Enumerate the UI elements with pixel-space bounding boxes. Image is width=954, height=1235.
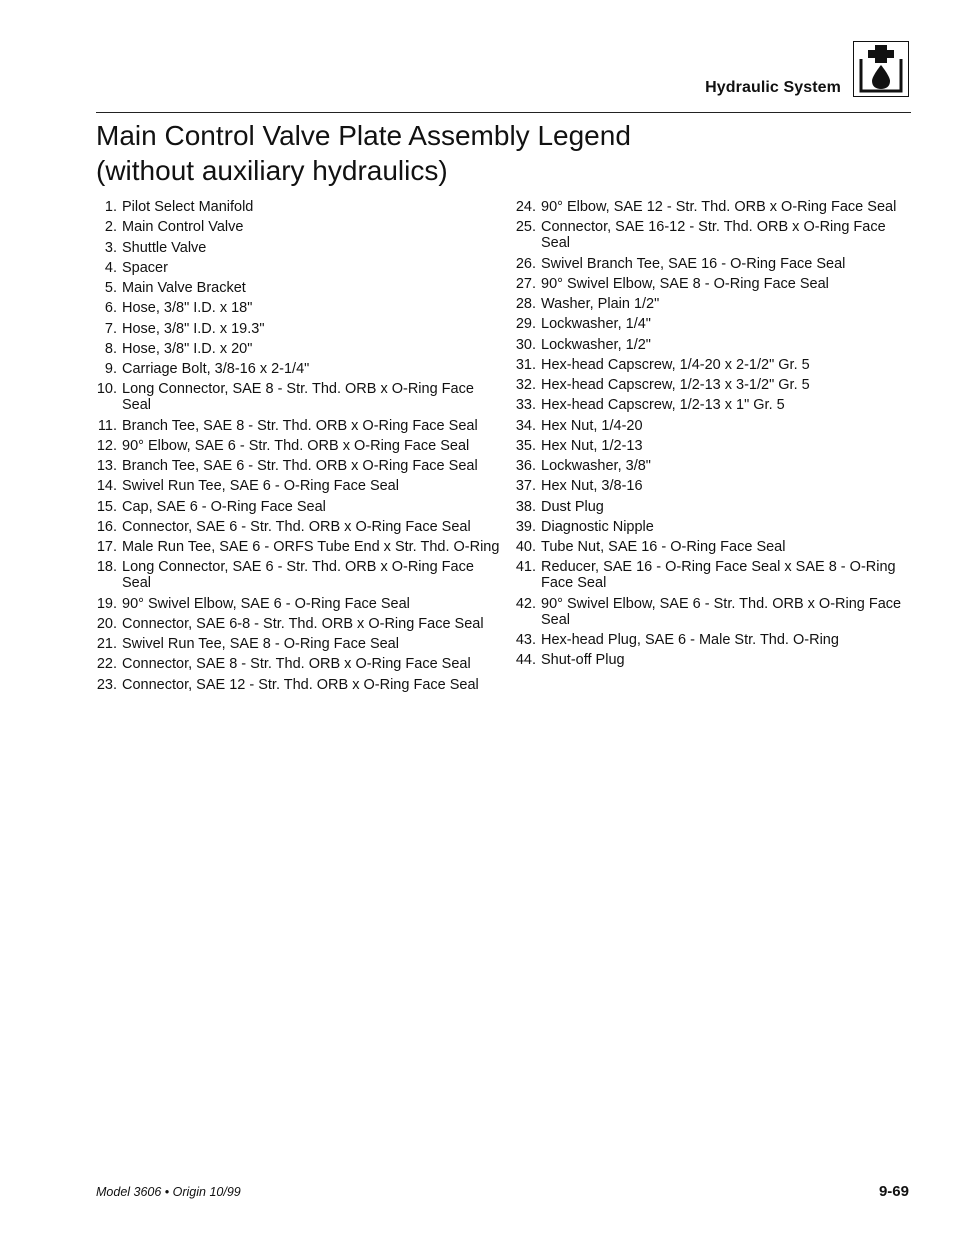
- legend-item-text: Carriage Bolt, 3/8-16 x 2-1/4": [122, 361, 310, 377]
- legend-item-text: Hose, 3/8" I.D. x 18": [122, 300, 253, 317]
- legend-item-number: 3.: [104, 239, 117, 256]
- legend-item: [96, 321, 501, 337]
- legend-item: [96, 656, 501, 672]
- legend-item-number: 2.: [104, 219, 117, 236]
- page-number: 9-69: [878, 1183, 909, 1200]
- legend-item-number: 41.: [515, 559, 536, 576]
- legend-item-text: Hex-head Capscrew, 1/4-20 x 2-1/2" Gr. 5: [541, 356, 810, 373]
- legend-item-number: 16.: [96, 518, 117, 535]
- legend-item: [96, 519, 501, 535]
- legend-item-text: Cap, SAE 6 - O-Ring Face Seal: [122, 498, 326, 515]
- legend-item: [96, 199, 501, 215]
- legend-item-number: 32.: [515, 377, 536, 393]
- legend-item-number: 38.: [515, 498, 536, 515]
- legend-item-number: 33.: [515, 397, 536, 414]
- legend-item-number: 14.: [96, 478, 117, 495]
- legend-item-number: 12.: [96, 437, 117, 454]
- legend-item-number: 31.: [515, 356, 536, 373]
- header-section-title: Hydraulic System: [705, 79, 841, 96]
- legend-item-text: Diagnostic Nipple: [541, 518, 654, 535]
- legend-item-number: 5.: [104, 280, 117, 296]
- legend-item-text: Branch Tee, SAE 6 - Str. Thd. ORB x O-Ring Face Seal: [122, 458, 478, 474]
- legend-item: [515, 632, 915, 648]
- legend-item: [96, 616, 501, 632]
- legend-item-text: 90° Elbow, SAE 6 - Str. Thd. ORB x O-Ring Face Seal: [122, 437, 470, 454]
- legend-item-text: Lockwasher, 1/2": [541, 336, 651, 353]
- page-title: [96, 118, 631, 188]
- legend-item-text: Male Run Tee, SAE 6 - ORFS Tube End x Str. Thd. O-Ring: [122, 539, 500, 555]
- legend-item: [96, 280, 501, 296]
- legend-item-number: 8.: [104, 340, 117, 357]
- legend-item: [96, 478, 501, 494]
- legend-item-number: 22.: [96, 656, 117, 673]
- legend-item-text: Reducer, SAE 16 - O-Ring Face Seal x SAE 8 - O-Ring Face Seal: [541, 559, 896, 592]
- header-rule: [96, 112, 911, 113]
- legend-item: [515, 357, 915, 373]
- legend-item-text: Hex-head Capscrew, 1/2-13 x 1" Gr. 5: [541, 397, 785, 414]
- legend-item-number: 25.: [515, 219, 536, 236]
- legend-item: [515, 276, 915, 292]
- legend-item-number: 23.: [96, 676, 117, 693]
- legend-item-number: 44.: [515, 652, 536, 668]
- legend-item-number: 26.: [515, 255, 536, 272]
- legend-item: [515, 418, 915, 434]
- legend-item: [96, 596, 501, 612]
- legend-item-text: Main Valve Bracket: [122, 280, 246, 296]
- legend-item: [96, 438, 501, 454]
- legend-item: [96, 636, 501, 652]
- legend-item-number: 28.: [515, 296, 536, 312]
- legend-item-text: Swivel Run Tee, SAE 8 - O-Ring Face Seal: [122, 636, 399, 652]
- legend-item-text: Pilot Select Manifold: [122, 199, 254, 215]
- legend-item: [515, 519, 915, 535]
- legend-item: [515, 478, 915, 494]
- legend-item-text: 90° Swivel Elbow, SAE 8 - O-Ring Face Seal: [541, 275, 829, 292]
- legend-item: [96, 559, 501, 591]
- legend-item-text: Spacer: [122, 259, 168, 276]
- legend-item: [515, 596, 915, 628]
- legend-item-text: Hose, 3/8" I.D. x 19.3": [122, 320, 265, 337]
- legend-item: [515, 219, 915, 251]
- legend-item-text: Lockwasher, 3/8": [541, 458, 651, 474]
- legend-item: [515, 397, 915, 413]
- legend-item-number: 35.: [515, 437, 536, 454]
- legend-item-number: 42.: [515, 595, 536, 612]
- legend-item: [96, 361, 501, 377]
- legend-item-text: Branch Tee, SAE 8 - Str. Thd. ORB x O-Ring Face Seal: [122, 417, 478, 434]
- legend-item-number: 27.: [515, 275, 536, 292]
- legend-item-number: 6.: [104, 300, 117, 317]
- legend-item-text: Hex Nut, 1/2-13: [541, 437, 643, 454]
- legend-item-text: Connector, SAE 6-8 - Str. Thd. ORB x O-Ring Face Seal: [122, 615, 484, 632]
- legend-item-number: 4.: [104, 259, 117, 276]
- legend-item: [96, 240, 501, 256]
- hydraulic-oil-drop-icon: [853, 41, 909, 97]
- legend-item: [515, 458, 915, 474]
- legend-item-number: 40.: [515, 539, 536, 555]
- legend-item: [96, 300, 501, 316]
- legend-item: [515, 499, 915, 515]
- legend-item-number: 36.: [515, 458, 536, 474]
- legend-item-number: 7.: [104, 320, 117, 337]
- legend-item-text: Hex Nut, 1/4-20: [541, 417, 643, 434]
- legend-item-number: 20.: [96, 615, 117, 632]
- legend-item-text: Washer, Plain 1/2": [541, 296, 660, 312]
- legend-item-text: Shut-off Plug: [541, 652, 625, 668]
- legend-item-text: Swivel Run Tee, SAE 6 - O-Ring Face Seal: [122, 478, 399, 495]
- legend-item: [96, 539, 501, 555]
- legend-item-text: Main Control Valve: [122, 219, 244, 236]
- legend-item-text: Shuttle Valve: [122, 239, 207, 256]
- legend-item-text: 90° Swivel Elbow, SAE 6 - Str. Thd. ORB x O-Ring Face Seal: [541, 595, 902, 628]
- legend-item-number: 19.: [96, 595, 117, 612]
- footer-model-origin: Model 3606 • Origin 10/99: [96, 1185, 241, 1199]
- legend-item: [515, 296, 915, 312]
- legend-item-text: 90° Elbow, SAE 12 - Str. Thd. ORB x O-Ring Face Seal: [541, 199, 897, 215]
- legend-item: [515, 652, 915, 668]
- legend-item-number: 13.: [96, 458, 117, 474]
- legend-item: [515, 559, 915, 591]
- legend-item-number: 11.: [97, 417, 117, 434]
- legend-item-number: 17.: [96, 539, 117, 555]
- legend-item-text: Connector, SAE 8 - Str. Thd. ORB x O-Ring Face Seal: [122, 656, 471, 673]
- legend-item: [515, 337, 915, 353]
- legend-item-text: Swivel Branch Tee, SAE 16 - O-Ring Face Seal: [541, 255, 846, 272]
- legend-item: [515, 256, 915, 272]
- legend-item-text: 90° Swivel Elbow, SAE 6 - O-Ring Face Seal: [122, 595, 410, 612]
- legend-item: [96, 260, 501, 276]
- legend-item-text: Hex-head Plug, SAE 6 - Male Str. Thd. O-Ring: [541, 631, 839, 648]
- legend-item: [96, 219, 501, 235]
- legend-item-number: 24.: [515, 199, 536, 215]
- legend-item: [515, 438, 915, 454]
- legend-item-number: 30.: [515, 336, 536, 353]
- legend-item-text: Hose, 3/8" I.D. x 20": [122, 340, 253, 357]
- legend-item: [96, 499, 501, 515]
- legend-item-text: Connector, SAE 6 - Str. Thd. ORB x O-Ring Face Seal: [122, 518, 471, 535]
- legend-item: [515, 539, 915, 555]
- legend-item-number: 34.: [515, 417, 536, 434]
- legend-item: [96, 418, 501, 434]
- legend-item-text: Tube Nut, SAE 16 - O-Ring Face Seal: [541, 539, 786, 555]
- legend-item: [515, 316, 915, 332]
- legend-item-number: 18.: [96, 559, 117, 576]
- legend-item-number: 9.: [104, 361, 117, 377]
- legend-item-number: 29.: [515, 316, 536, 333]
- legend-item-number: 37.: [515, 478, 536, 495]
- legend-item: [96, 381, 501, 413]
- legend-item-text: Long Connector, SAE 6 - Str. Thd. ORB x O-Ring Face Seal: [122, 559, 474, 592]
- legend-left-column: [96, 199, 501, 697]
- legend-item-text: Lockwasher, 1/4": [541, 316, 651, 333]
- legend-item-text: Dust Plug: [541, 498, 604, 515]
- legend-item-number: 39.: [515, 518, 536, 535]
- legend-item-number: 1.: [104, 199, 117, 215]
- legend-item-text: Hex Nut, 3/8-16: [541, 478, 643, 495]
- legend-item-number: 21.: [96, 636, 117, 652]
- legend-item: [96, 677, 501, 693]
- legend-item-text: Hex-head Capscrew, 1/2-13 x 3-1/2" Gr. 5: [541, 377, 810, 393]
- page-title-line-1: Main Control Valve Plate Assembly Legend: [96, 120, 631, 151]
- page-title-line-2: (without auxiliary hydraulics): [96, 155, 448, 186]
- legend-item: [96, 458, 501, 474]
- legend-item-text: Connector, SAE 16-12 - Str. Thd. ORB x O-Ring Face Seal: [541, 219, 886, 252]
- legend-right-column: [515, 199, 915, 672]
- legend-item-number: 10.: [96, 381, 117, 398]
- legend-item-number: 15.: [96, 498, 117, 515]
- legend-item-text: Long Connector, SAE 8 - Str. Thd. ORB x O-Ring Face Seal: [122, 381, 474, 414]
- legend-item: [515, 377, 915, 393]
- legend-item: [515, 199, 915, 215]
- legend-item-text: Connector, SAE 12 - Str. Thd. ORB x O-Ring Face Seal: [122, 676, 479, 693]
- legend-item-number: 43.: [515, 631, 536, 648]
- legend-item: [96, 341, 501, 357]
